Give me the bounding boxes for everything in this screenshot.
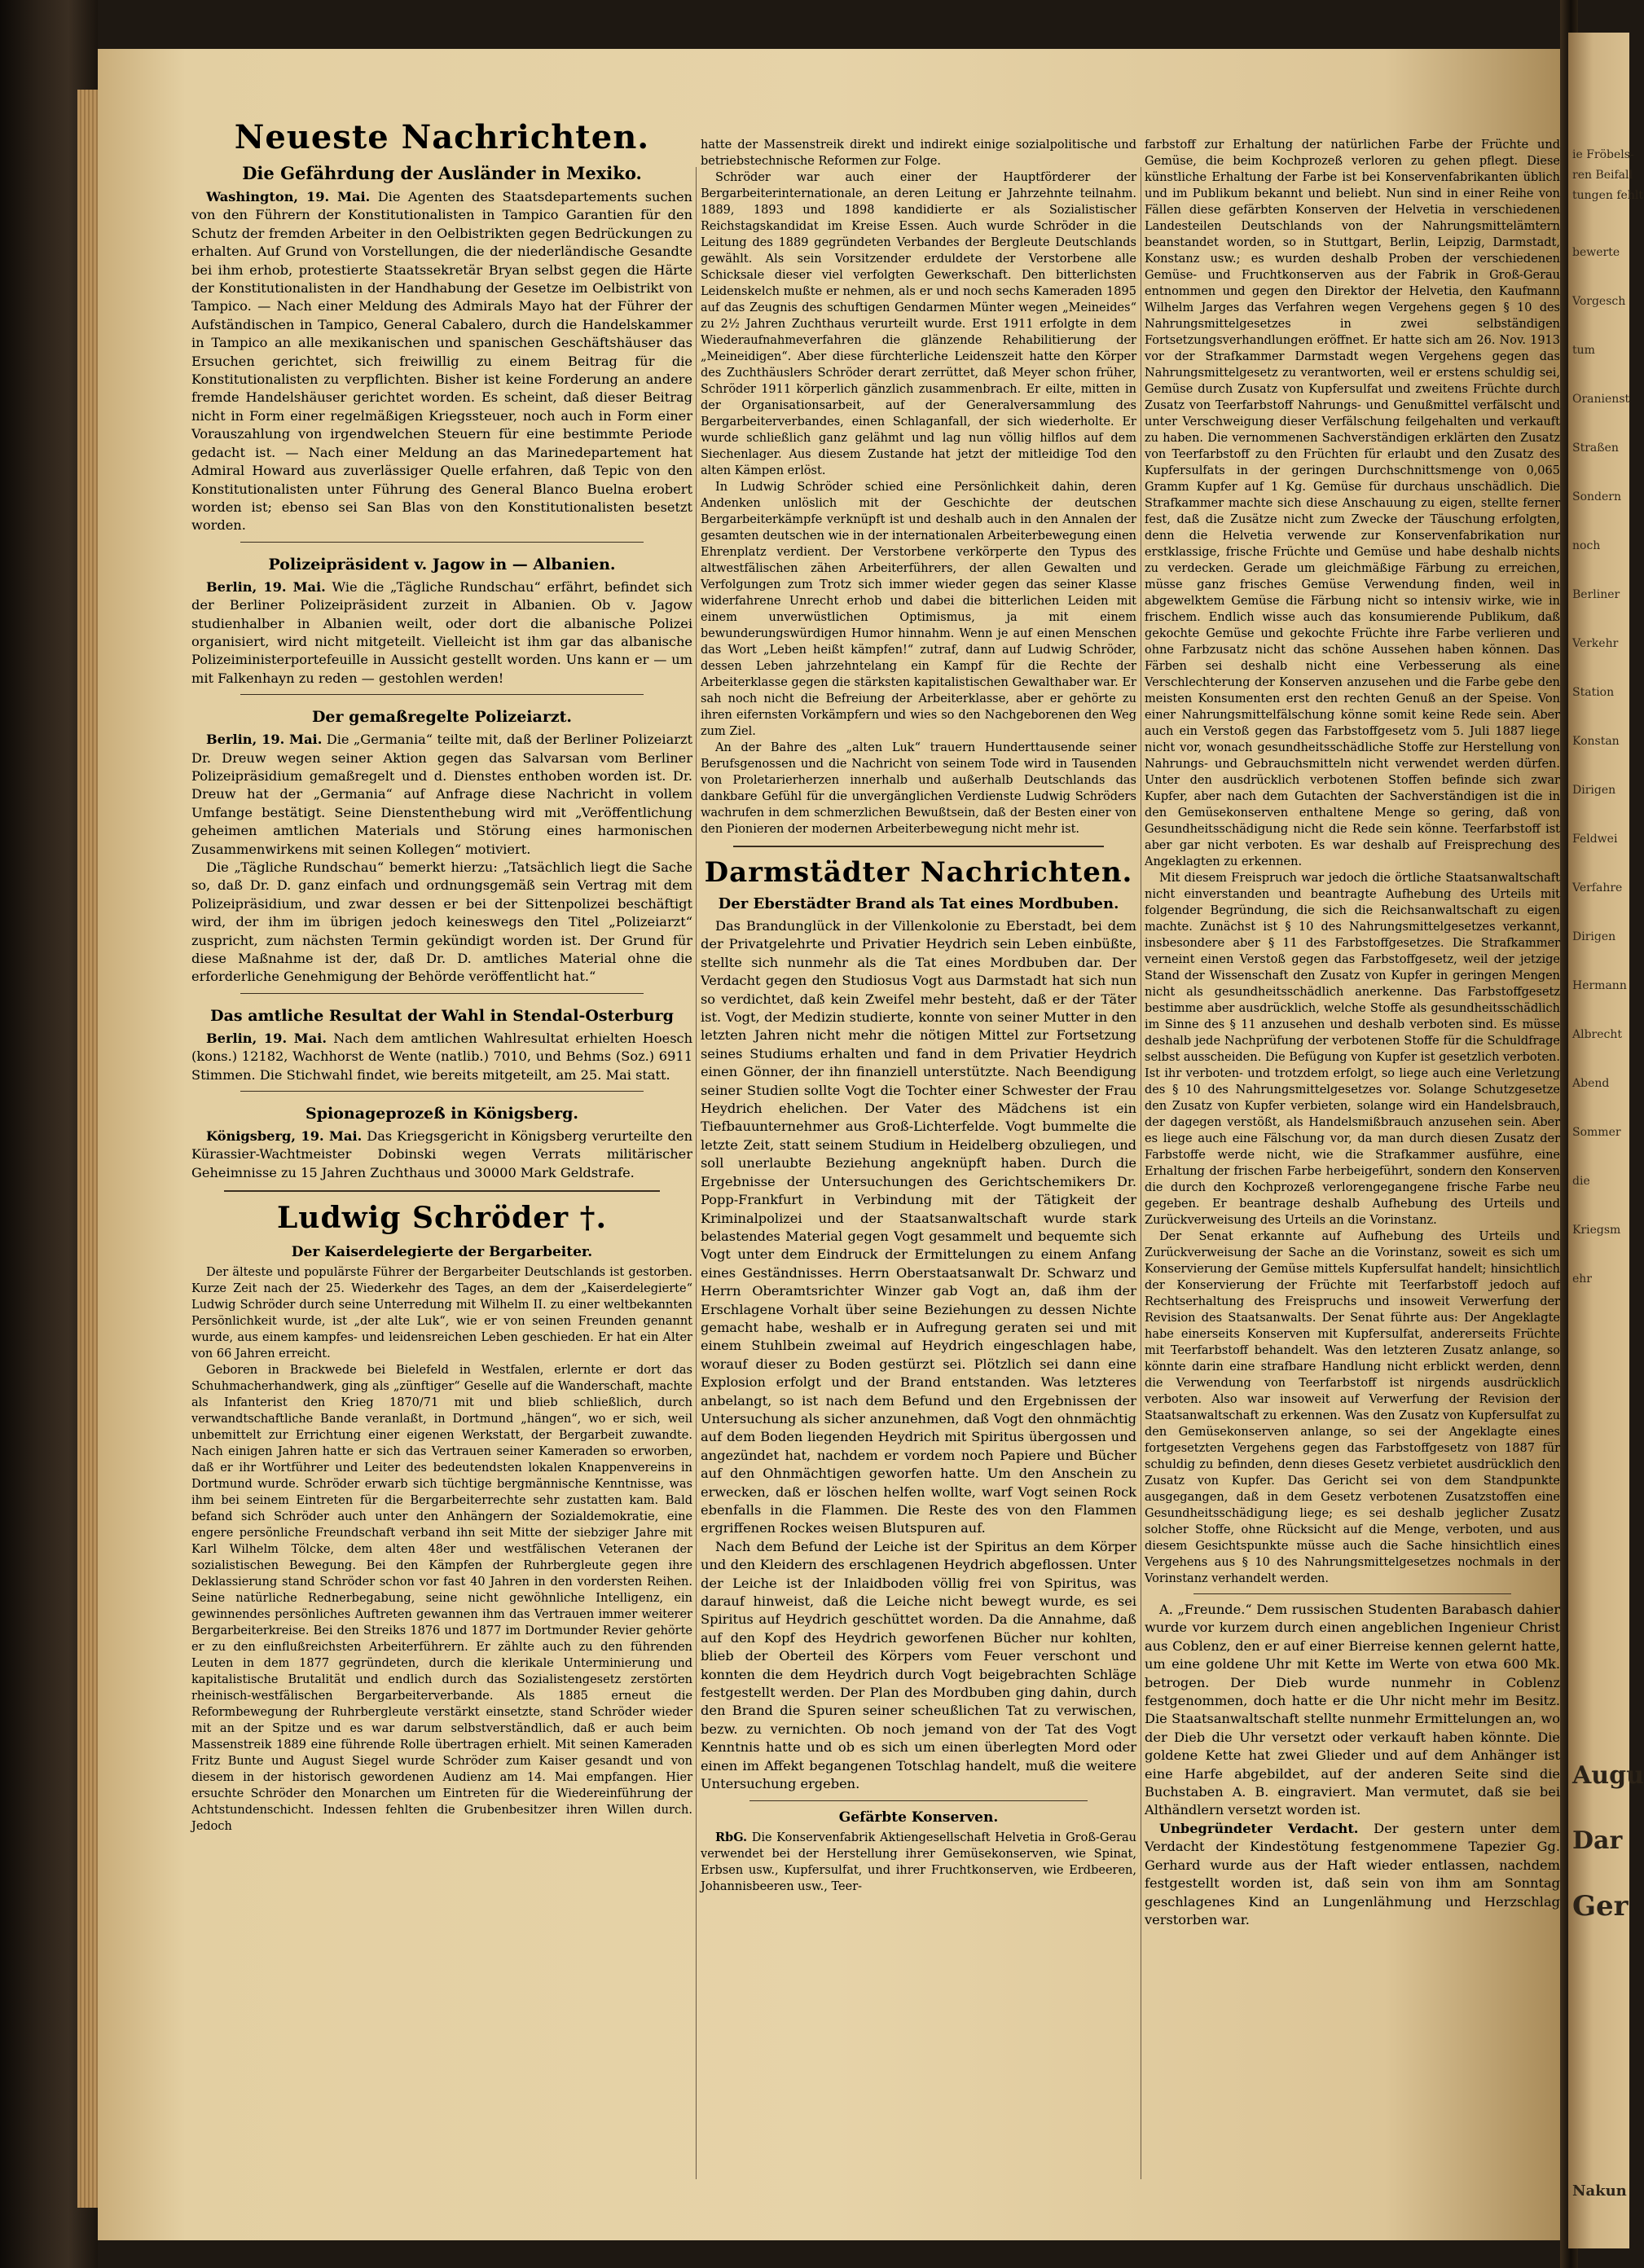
lead-in: Unbegründeter Verdacht.: [1159, 1820, 1359, 1836]
divider: [240, 993, 644, 994]
headline-polizeiarzt: Der gemaßregelte Polizeiarzt.: [311, 708, 573, 727]
adjacent-page-ad-text: Nakun: [1572, 2182, 1627, 2200]
article-text: Die Konservenfabrik Aktiengesellschaft Helvetia in Groß-Gerau verwendet bei der Herstellung ihrer Gemüsekonserven, wie Spinat, Erbsen usw., Kupfersulfat, und ihrer Fruchtkonserven, wie Erdbeeren, Johannisbeeren usw., Teer-: [701, 1831, 1136, 1893]
divider-thick: [224, 1190, 660, 1192]
adjacent-page-text: Dirigen: [1572, 930, 1616, 943]
column-3: [1145, 137, 1560, 1929]
adjacent-page-text: Oranienst: [1572, 393, 1630, 406]
article-verdacht: [1145, 1820, 1560, 1929]
divider-thick: [733, 846, 1104, 847]
adjacent-page-text: Albrecht: [1572, 1028, 1623, 1041]
dateline: Berlin, 19. Mai.: [206, 1030, 327, 1046]
article-text: Nach dem amtlichen Wahlresultat erhielten Hoesch (kons.) 12182, Wachhorst de Wente (natlib.) 7010, und Behms (Soz.) 6911 Stimmen. Die Stichwahl findet, wie bereits mitgeteilt, am 25. Mai statt.: [191, 1030, 692, 1083]
article-text: Die Agenten des Staatsdepartements suchen von den Führern der Konstitutionalisten in Tampico Garantien für den Schutz der fremden Arbeiter in den Oelbistrikten gegen Bedrückungen zu erhalten. Auf Grund von Vorstellungen, die der niederländische Gesandte bei ihm erhob, protestierte Staatssekretär Bryan selbst gegen die Härte der Konstitutionalisten in der Handhabung der Gesetze im Oelbistrikt von Tampico. — Nach einer Meldung des Admirals Mayo hat der Führer der Aufständischen in Tampico, General Cabalero, durch die Handelskammer in Tampico an alle mexikanischen und spanischen Geschäftshäuser das Ersuchen gerichtet, sich freiwillig zu einem Beitrag für die Konstitutionalisten zu verpflichten. Bisher ist keine Forderung an andere fremde Handelshäuser gerichtet worden. Es scheint, daß dieser Beitrag nicht in Form einer regelmäßigen Kriegssteuer, noch auch in Form einer Vorauszahlung von irgendwelchen Steuern für eine bestimmte Periode gedacht ist. — Nach einer Meldung an das Marinedepartement hat Admiral Howard aus zuverlässiger Quelle erfahren, daß Tepic von den Konstitutionalisten unter Führung des General Blanco Buelna erobert worden ist; ebenso sei San Blas von den Konstitutionalisten besetzt worden.: [191, 189, 692, 534]
column-2: [701, 137, 1136, 1895]
article-polizeiarzt-cont: Die „Tägliche Rundschau“ bemerkt hierzu: „Tatsächlich liegt die Sache so, daß Dr. D. ganz einfach und ordnungsgemäß sein Vertrag mit dem Polizeipräsidium, und zwar dessen er bei der Sittenpolizei beschäftigt wird, der ihm im übrigen jedoch keineswegs den Titel „Polizeiarzt“ zuspricht, zum nächsten Termin gekündigt worden ist. Der Grund für diese Maßnahme ist der, daß Dr. D. amtliches Material ohne die erforderliche Genehmigung der Behörde veröffentlicht hat.“: [191, 859, 692, 985]
adjacent-page-text: Berliner: [1572, 588, 1620, 601]
divider: [240, 694, 644, 695]
adjacent-page-text: Vorgesch: [1572, 295, 1626, 308]
divider: [749, 1800, 1088, 1801]
adjacent-page-text: Kriegsm: [1572, 1224, 1621, 1237]
article-mexiko: [191, 188, 692, 535]
adjacent-page-text: Feldwei: [1572, 833, 1618, 846]
article-text: Der gestern unter dem Verdacht der Kindestötung festgenommene Tapezier Gg. Gerhard wurde aus der Haft wieder entlassen, nachdem festgestellt worden ist, daß sein von ihm am Sonntag geschlagenes Kind an Lungenlähmung und Herzschlag verstorben war.: [1145, 1820, 1560, 1927]
article-schroeder-cont4: In Ludwig Schröder schied eine Persönlichkeit dahin, deren Andenken unlöslich mit der Geschichte der deutschen Bergarbeiterkämpfe verknüpft ist und deshalb auch in den Annalen der gesamten deutschen wie in der internationalen Arbeiterbewegung einen Ehrenplatz verdient. Der Verstorbene verkörperte den Typus des altwestfälischen zähen Arbeiterführers, der allen Gewalten und Verfolgungen zum Trotz sich immer wieder gegen das seiner Klasse widerfahrene Unrecht erhob und dabei die bitterlichen Leiden mit einem unverwüstlichen Optimismus, ja mit einem bewunderungswürdigen Humor hinnahm. Wenn je auf einen Menschen das Wort „Leben heißt kämpfen!“ zutraf, dann auf Ludwig Schröder, dessen Leben jahrzehntelang ein Kampf für die Rechte der Arbeiterklasse gegen die stärksten kapitalistischen Gewalthaber war. Er sah noch nicht die Befreiung der Arbeiterklasse, aber er gehörte zu ihren eifernsten Vorkämpfern und wies so den Nachgeborenen den Weg zum Ziel.: [701, 481, 1136, 738]
article-konserven-cont2: Mit diesem Freispruch war jedoch die örtliche Staatsanwaltschaft nicht einverstanden und beantragte Aufhebung des Urteils mit folgender Begründung, die sich die Reichsanwaltschaft zu eigen machte. Zunächst ist § 10 des Nahrungsmittelgesetzes verkannt, insbesondere aber § 11 des Farbstoffgesetzes. Die Strafkammer verneint einen Verstoß gegen das Farbstoffgesetz, weil der jetzige Stand der Wissenschaft den Zusatz von Kupfer in geringen Mengen nicht als gesundheitsschädlich anerkenne. Das Farbstoffgesetz bestimme aber ausdrücklich, welche Stoffe als gesundheitsschädlich im Sinne des § 11 anzusehen und deshalb verboten sind. Es müsse deshalb jede Nachprüfung der verbotenen Stoffe für die Schuldfrage selbst ausscheiden. Die Befügung von Kupfer ist gesetzlich verboten. Ist ihr verboten- und trotzdem erfolgt, so liege auch eine Verletzung des § 10 des Nahrungsmittelgesetzes vor. Solange Schutzgesetze den Zusatz von Kupfer verbieten, solange wird ein Handelsbrauch, der dagegen verstößt, als Handelsmißbrauch anzusehen sein. Aber es liege auch eine Fälschung vor, da man durch diesen Zusatz der Farbstoffe werde nicht, wie die Strafkammer ausführe, eine Erhaltung der frischen Farbe herbeigeführt, sondern den Konserven die durch den Kochprozeß verlorengegangene frische Farbe neu gegeben. Er beantrage deshalb Aufhebung des Urteils und Zurückverweisung des Urteils an die Vorinstanz.: [1145, 872, 1560, 1227]
headline-jagow: Polizeipräsident v. Jagow in — Albanien.: [268, 555, 616, 574]
dateline: Berlin, 19. Mai.: [206, 732, 323, 748]
article-text: Das Kriegsgericht in Königsberg verurteilte den Kürassier-Wachtmeister Dobinski wegen Verrats militärischer Geheimnisse zu 15 Jahren Zuchthaus und 30000 Mark Geldstrafe.: [191, 1128, 692, 1180]
adjacent-page-ad-text: Augu: [1572, 1761, 1644, 1790]
masthead-neueste-nachrichten: Neueste Nachrichten.: [234, 118, 650, 156]
divider: [1193, 1593, 1511, 1594]
article-schroeder-cont: Geboren in Brackwede bei Bielefeld in Westfalen, erlernte er dort das Schuhmacherhandwerk, ging als „zünftiger“ Geselle auf die Wanderschaft, machte als Infanterist den Krieg 1870/71 mit und blieb schließlich, durch verwandtschaftliche Bande veranlaßt, in Dortmund „hängen“, wo er sich, weil unbemittelt zur Errichtung einer eigenen Werkstatt, der Bergarbeit zuwandte. Nach einigen Jahren hatte er sich das Vertrauen seiner Kameraden so erworben, daß er ihr Wortführer und Leiter des bedeutendsten lokalen Knappenvereins in Dortmund wurde. Schröder erwarb sich tüchtige bergmännische Kenntnisse, was ihm bei seinem Eintreten für die Bergarbeiterrechte sehr zustatten kam. Bald befand sich Schröder auch unter den Anhängern der Sozialdemokratie, eine engere persönliche Freundschaft verband ihn seit Mitte der siebziger Jahre mit Karl Wilhelm Tölcke, dem alten 48er und westfälischen Veteranen der sozialistischen Bewegung. Bei den Kämpfen der Ruhrbergleute gegen ihre Deklassierung stand Schröder schon vor fast 40 Jahren in den vordersten Reihen. Seine natürliche Rednerbegabung, seine nicht gewöhnliche Intelligenz, ein gewinnendes persönliches Auftreten gewannen ihm das Vertrauen immer weiterer Bergarbeiterkreise. Bei den Streiks 1876 und 1877 im Dortmunder Revier gehörte er zu den einflußreichsten Arbeiterführern. Er zählte auch zu den führenden Leuten in dem 1877 gegründeten, durch die klerikale Unterminierung und kapitalistische Brutalität und endlich durch das Sozialistengesetz zerstörten rheinisch-westfälischen Bergarbeiterverbande. Als 1885 erneut die Reformbewegung der Ruhrbergleute verstärkt einsetzte, stand Schröder wieder mit an der Spitze und es war darum selbstverständlich, daß er auch beim Massenstreik 1889 eine führende Rolle übertragen erhielt. Mit seinen Kameraden Fritz Bunte und August Siegel wurde Schröder zum Kaiser gesandt und von diesem in der historisch gewordenen Audienz am 14. Mai empfangen. Hier ersuchte Schröder den Monarchen um Eintreten für die Wiedereinführung der Achtstundenschicht. Indessen fehlten die Grubenbesitzer ihren Willen durch. Jedoch: [191, 1364, 692, 1834]
adjacent-page-text: Straßen: [1572, 442, 1619, 455]
adjacent-page-text: noch: [1572, 539, 1601, 552]
divider: [240, 1091, 644, 1092]
divider: [240, 542, 644, 543]
article-text: Die „Germania“ teilte mit, daß der Berliner Polizeiarzt Dr. Dreuw wegen seiner Aktion gegen das Salvarsan vom Berliner Polizeipräsidium gemaßregelt und d. Dienstes enthoben worden ist. Dr. Dreuw hat der „Germania“ auf Anfrage diese Nachricht in vollem Umfange bestätigt. Seine Dienstenthebung wird mit „Veröffentlichung geheimen amtlichen Materials und Störung eines harmonischen Zusammenwirkens mit seinen Kollegen“ motiviert.: [191, 732, 692, 857]
adjacent-page-text: ehr: [1572, 1272, 1592, 1286]
article-jagow: [191, 578, 692, 688]
article-eberstadt: Das Brandunglück in der Villenkolonie zu Eberstadt, bei dem der Privatgelehrte und Privatier Heydrich sein Leben einbüßte, stellte sich nunmehr als die Tat eines Mordbuben dar. Der Verdacht gegen den Studiosus Vogt aus Darmstadt hat sich nun so verdichtet, daß kein Zweifel mehr besteht, daß er der Täter ist. Vogt, der Medizin studierte, konnte von seiner Mutter in den letzten Jahren nicht mehr die nötigen Mittel zur Fortsetzung seines Studiums erhalten und fand in dem Privatier Heydrich einen Gönner, der ihn finanziell unterstützte. Nach Beendigung seiner Studien sollte Vogt die Tochter einer Schwester der Frau Heydrich ehelichen. Der Vater des Mädchens ist ein Tiefbauunternehmer aus Groß-Lichterfelde. Vogt bummelte die letzte Zeit, statt seinem Studium in Heidelberg obzuliegen, und soll unerlaubte Beziehung angeknüpft haben. Durch die Ergebnisse der Untersuchungen des Gerichtschemikers Dr. Popp-Frankfurt in Verbindung mit der Tätigkeit der Kriminalpolizei und der Staatsanwaltschaft wurde stark belastendes Material gegen Vogt gesammelt und bequemte sich Vogt unter dem Eindruck der Ermittelungen zu einem Anfang eines Geständnisses. Herrn Oberstaatsanwalt Dr. Schwarz und Herrn Oberamtsrichter Winzer gab Vogt an, daß ihm der Erschlagene Vorhalt über seine Beziehungen zu dessen Nichte gemacht habe, weshalb er in Aufregung geraten sei und mit einem Stuhlbein zweimal auf Heydrich eingeschlagen habe, worauf dieser zu Boden gestürzt sei. Plötzlich sei dann eine Explosion erfolgt und der Brand entstanden. Was letzteres anbelangt, so ist nach dem Befund und den Ergebnissen der Untersuchung als sicher anzunehmen, daß Vogt den ohnmächtig auf dem Boden liegenden Heydrich mit Spiritus übergossen und angezündet hat, nachdem er vordem noch Papiere und Bücher auf den Ohnmächtigen geworfen hatte. Um den Anschein zu erwecken, daß er löschen helfen wollte, warf Vogt seinen Rock ebenfalls in die Flammen. Die Reste des von den Flammen ergriffenen Rockes weisen Blutspuren auf.: [701, 918, 1136, 1536]
headline-eberstadt: Der Eberstädter Brand als Tat eines Mordbuben.: [718, 895, 1119, 912]
adjacent-page-text: Verfahre: [1572, 881, 1623, 894]
article-schroeder-cont3: Schröder war auch einer der Hauptförderer der Bergarbeiterinternationale, an deren Leitung er Jahrzehnte teilnahm. 1889, 1893 und 1898 kandidierte er als Sozialistischer Reichstagskandidat im Kreise Essen. Auch wurde Schröder in die Leitung des 1889 gegründeten Verbandes der Bergleute Deutschlands gewählt. Als sein Vorsitzender erduldete der Verstorbene alle Schicksale dieser viel verfolgten Gewerkschaft. Den bitterlichsten Leidenskelch mußte er nehmen, als er und noch sechs Kameraden 1895 auf das Zeugnis des schuftigen Gendarmen Münter wegen „Meineides“ zu 2½ Jahren Zuchthaus verurteilt wurde. Erst 1911 erfolgte in dem Wiederaufnahmeverfahren die glänzende Rehabilitierung der „Meineidigen“. Aber diese fürchterliche Leidenszeit hatte den Körper des Zuchthäuslers Schröder derart zerrüttet, daß Meyer schon früher, Schröder 1911 körperlich gänzlich zusammenbrach. Er eilte, mitten in der Organisationsarbeit, auf der Generalversammlung des Bergarbeiterverbandes, einen Schlaganfall, der sich wiederholte. Er wurde schließlich ganz gelähmt und lag nun völlig hilflos auf dem Siechenlager. Aus diesem Zustande hat jetzt der mitleidige Tod den alten Kämpen erlöst.: [701, 171, 1136, 477]
dateline: Washington, 19. Mai.: [206, 189, 371, 204]
article-schroeder: Der älteste und populärste Führer der Bergarbeiter Deutschlands ist gestorben. Kurze Zeit nach der 25. Wiederkehr des Tages, an dem der „Kaiserdelegierte“ Ludwig Schröder durch seine Unterredung mit Wilhelm II. zu einer weltbekannten Persönlichkeit wurde, ist „der alte Luk“, wie er von seinen Freunden genannt wurde, aus einem kampfes- und leidensreichen Leben geschieden. Er hat ein Alter von 66 Jahren erreicht.: [191, 1266, 692, 1361]
column-1: [191, 118, 692, 1835]
dateline: RbG.: [715, 1830, 748, 1844]
article-konserven-cont: farbstoff zur Erhaltung der natürlichen Farbe der Früchte und Gemüse, die beim Kochprozeß verloren zu gehen pflegt. Diese künstliche Erhaltung der Farbe ist bei Konservenfabrikanten üblich und im Publikum bekannt und beliebt. Nun sind in einer Reihe von Fällen diese gefärbten Konserven der Helvetia in verschiedenen Landesteilen Deutschlands von der Nahrungsmittelämtern beanstandet worden, so in Stuttgart, Berlin, Leipzig, Darmstadt, Konstanz usw.; es wurden deshalb Proben der verschiedenen Gemüse- und Fruchtkonserven aus der Fabrik in Groß-Gerau entnommen und gegen den Direktor der Helvetia, den Kaufmann Wilhelm Jarges das Verfahren wegen Vergehens gegen § 10 des Nahrungsmittelgesetzes in zwei selbständigen Fortsetzungsverhandlungen eröffnet. Er hatte sich am 26. Nov. 1913 vor der Strafkammer Darmstadt wegen Vergehens gegen das Nahrungsmittelgesetz zu verantworten, weil er erstens schuldig sei, Gemüse durch Zusatz von Kupfersulfat und zweitens Früchte durch Zusatz von Teerfarbstoff Nahrungs- und Genußmittel verfälscht und unter Verschweigung dieser Verfälschung feilgehalten und verkauft zu haben. Die vernommenen Sachverständigen erklärten den Zusatz von Teerfarbstoff zu den Früchten für erlaubt und den Zusatz des Kupfersulfats in der geringen Durchschnittsmenge von 0,065 Gramm Kupfer auf 1 Kg. Gemüse für durchaus unschädlich. Die Strafkammer machte sich diese Anschauung zu eigen, stellte ferner fest, daß die Zusätze nicht zum Zwecke der Täuschung erfolgten, denn die Helvetia verwende zur Konservenfabrikation nur erstklassige, frische Früchte und Gemüse und habe deshalb nichts zu verdecken. Gerade um gleichmäßige Färbung zu erreichen, müsse ganz frisches Gemüse Verwendung finden, weil in abgewelktem Gemüse die Färbung nicht so intensiv wirke, wie in frischem. Endlich wisse auch das konsumierende Publikum, daß gekochte Gemüse und gekochte Früchte ihre Farbe verlieren und ohne Farbzusatz nicht das schöne Aussehen haben können. Das Färben sei deshalb nicht eine Verbesserung als eine Verschlechterung der Konserven anzusehen und die Farbe gebe den meisten Konsumenten erst den rechten Genuß an der Speise. Von einer Nahrungsmittelfälschung könne somit keine Rede sein. Aber auch ein Verstoß gegen das Farbstoffgesetz vom 5. Juli 1887 liege nicht vor, wonach gesundheitsschädliche Stoffe zur Herstellung von Nahrungs- und Gebrauchsmitteln nicht verwendet werden dürfen. Unter den ausdrücklich verbotenen Stoffen befinde sich zwar Kupfer, aber nach dem Gutachten der Sachverständigen ist die in den Gemüsekonserven enthaltene Menge so gering, daß von Gesundheitsschädigung nicht die Rede sein könne. Teerfarbstoff ist aber gar nicht verboten. Es war deshalb auf Freisprechung des Angeklagten zu erkennen.: [1145, 138, 1560, 868]
article-polizeiarzt: [191, 731, 692, 859]
column-rule-1: [696, 167, 697, 2179]
adjacent-page-text: Station: [1572, 686, 1615, 699]
adjacent-page-text: Dirigen: [1572, 784, 1616, 797]
adjacent-page-text: Sondern: [1572, 490, 1621, 503]
headline-stendal: Das amtliche Resultat der Wahl in Stendal-Osterburg: [210, 1006, 674, 1025]
adjacent-page-text: Konstan: [1572, 735, 1620, 748]
headline-spionage: Spionageprozeß in Königsberg.: [305, 1105, 578, 1123]
adjacent-page-text: die: [1572, 1175, 1590, 1188]
article-schroeder-cont2: hatte der Massenstreik direkt und indirekt einige sozialpolitische und betriebstechnische Reformen zur Folge.: [701, 138, 1136, 168]
article-schroeder-cont5: An der Bahre des „alten Luk“ trauern Hunderttausende seiner Berufsgenossen und die Nachricht von seinem Tode wird in Tausenden von Proletarierherzen innerhalb und außerhalb Deutschlands das dankbare Gefühl für die unvergänglichen Verdienste Ludwig Schröders wachrufen in dem schmerzlichen Bewußtsein, daß der Besten einer von den Pionieren der modernen Arbeiterbewegung nicht mehr ist.: [701, 741, 1136, 836]
article-freunde: A. „Freunde.“ Dem russischen Studenten Barabasch dahier wurde vor kurzem durch einen angeblichen Ingenieur Christ aus Coblenz, den er auf einer Bierreise kennen gelernt hatte, um eine goldene Uhr mit Kette im Werte von etwa 600 Mk. betrogen. Der Dieb wurde nunmehr in Coblenz festgenommen, doch hatte er die Uhr nicht mehr im Besitz. Die Staatsanwaltschaft stellte nunmehr Ermittelungen an, wo der Dieb die Uhr versetzt oder verkauft haben könnte. Die goldene Kette hat zwei Glieder und auf dem Anhänger ist eine Harfe abgebildet, auf der anderen Seite sind die Buchstaben A. B. eingraviert. Man vermutet, daß sie bei Althändlern versetzt worden ist.: [1145, 1602, 1560, 1818]
article-text: Wie die „Tägliche Rundschau“ erfährt, befindet sich der Berliner Polizeipräsident zurzeit in Albanien. Ob v. Jagow studienhalber in Albanien weilt, oder dort die albanische Polizei organisiert, wird nicht mitgeteilt. Vielleicht ist ihm gar das albanische Polizeiministerportefeuille in Aussicht gestellt worden. Uns kann er — um mit Falkenhayn zu reden — gestohlen werden!: [191, 578, 692, 686]
dateline: Berlin, 19. Mai.: [206, 578, 326, 595]
adjacent-page-text: Verkehr: [1572, 637, 1619, 650]
adjacent-page-text: tum: [1572, 344, 1595, 357]
adjacent-page-text: bewerte: [1572, 246, 1620, 259]
article-stendal: [191, 1030, 692, 1084]
headline-mexiko: Die Gefährdung der Ausländer in Mexiko.: [242, 163, 642, 183]
section-darmstaedter-nachrichten: Darmstädter Nachrichten.: [704, 856, 1133, 889]
adjacent-page-text: ren Beifall: [1572, 169, 1633, 182]
adjacent-page-text: Abend: [1572, 1077, 1610, 1090]
adjacent-page-text: Sommer: [1572, 1126, 1621, 1139]
adjacent-page-text: ie Fröbels-: [1572, 148, 1634, 161]
headline-konserven: Gefärbte Konserven.: [838, 1809, 999, 1826]
article-konserven-cont3: Der Senat erkannte auf Aufhebung des Urteils und Zurückverweisung der Sache an die Vorinstanz, soweit es sich um Konservierung der Gemüse mittels Kupfersulfat handelt; hinsichtlich der Konservierung der Früchte mit Teerfarbstoff jedoch auf Rechtserhaltung des Freispruchs und insoweit Verwerfung der Revision des Staatsanwalts. Der Senat führte aus: Der Angeklagte habe einerseits Konserven mit Kupfersulfat, andererseits Früchte mit Teerfarbstoff behandelt. Was den letzteren Zusatz anlange, so könnte darin eine strafbare Handlung nicht erblickt werden, denn die Verwendung von Teerfarbstoff ist nirgends ausdrücklich verboten. Also war insoweit auf Verwerfung der Revision der Staatsanwaltschaft zu erkennen. Was den Zusatz von Kupfersulfat zu den Gemüsekonserven anlange, so sei der Angeklagte eines fortgesetzten Vergehens gegen das Farbstoffgesetz von 1887 für schuldig zu befinden, denn dieses Gesetz verbietet ausdrücklich den Zusatz von Kupfer. Das Gericht sei von dem Standpunkte ausgegangen, daß in dem Gesetz verbotenen Zusatzstoffen eine Gesundheitsschädigung liege; es sei deshalb jeglicher Zusatz solcher Stoffe, ohne Rücksicht auf die Menge, verboten, und aus diesem Gesichtspunkte müsse auch die Sache hinsichtlich eines Vergehens aus § 10 des Nahrungsmittelgesetzes nochmals in der Vorinstanz verhandelt werden.: [1145, 1230, 1560, 1585]
subheadline-kaiserdelegierte: Der Kaiserdelegierte der Bergarbeiter.: [291, 1244, 593, 1261]
adjacent-page-ad-text: Dar: [1572, 1826, 1623, 1855]
article-eberstadt-cont: Nach dem Befund der Leiche ist der Spiritus an dem Körper und den Kleidern des erschlagenen Heydrich abgeflossen. Unter der Leiche ist der Inlaidboden völlig frei von Spiritus, was darauf hinweist, daß die Leiche nicht bewegt wurde, es sei Spiritus auf Heydrich geschüttet worden. Da die Annahme, daß auf den Kopf des Heydrich geworfenen Bücher nur kohlten, blieb der Oberteil des Körpers vom Feuer verschont und konnten die dem Heydrich durch Vogt beigebrachten Schläge festgestellt werden. Der Plan des Mordbuben ging dahin, durch den Brand die Spuren seiner scheußlichen Tat zu verwischen, bezw. zu vernichten. Ob noch jemand von der Tat des Vogt Kenntnis hatte und ob es sich um einen überlegten Mord oder einen im Affekt begangenen Totschlag handelt, muß die weitere Untersuchung ergeben.: [701, 1538, 1136, 1792]
dateline: Königsberg, 19. Mai.: [206, 1128, 363, 1145]
adjacent-page-ad-text: Ger: [1572, 1890, 1629, 1923]
headline-schroeder: Ludwig Schröder †.: [276, 1201, 608, 1236]
adjacent-page-text: tungen fehlt: [1572, 189, 1643, 202]
article-konserven: [701, 1830, 1136, 1895]
article-spionage: [191, 1127, 692, 1182]
adjacent-page-text: Hermann: [1572, 979, 1627, 992]
